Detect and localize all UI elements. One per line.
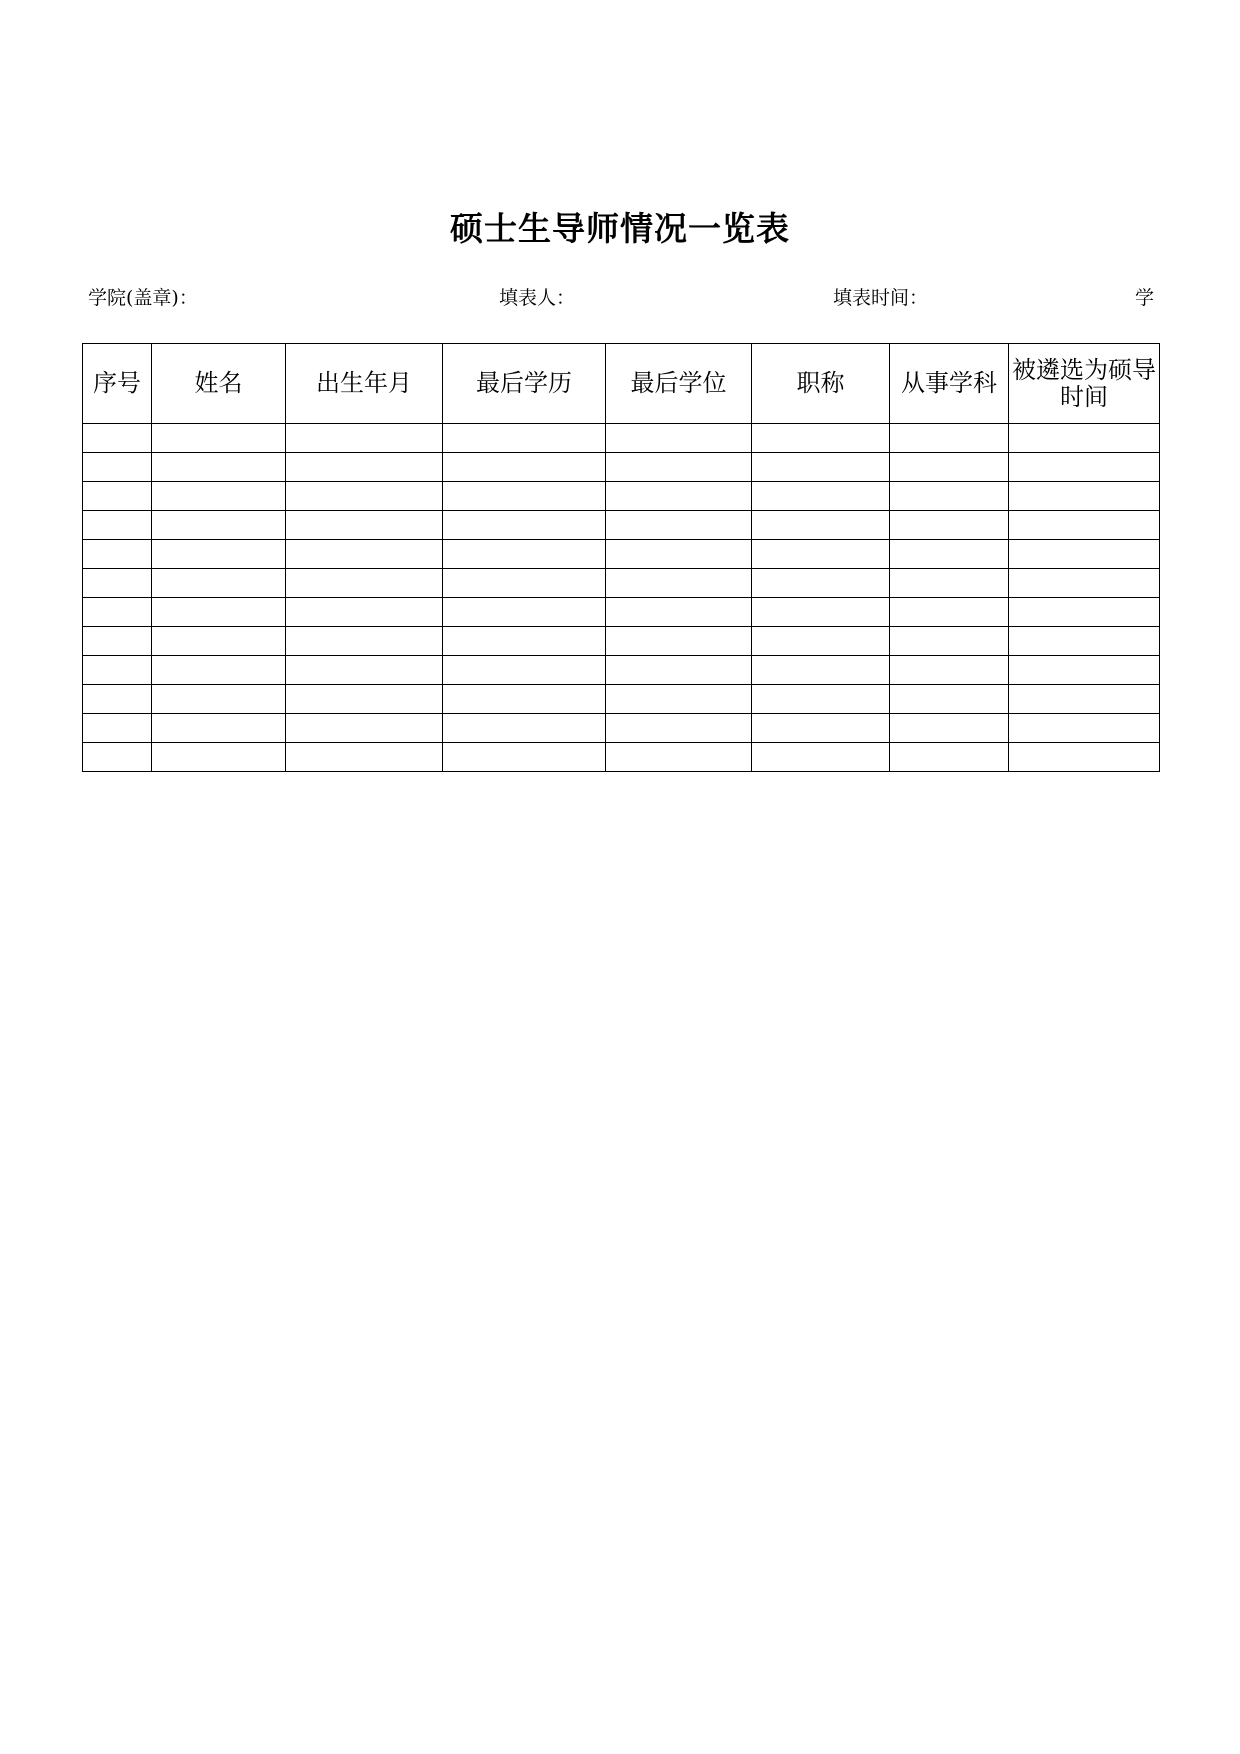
table-cell[interactable] xyxy=(152,656,286,685)
table-row xyxy=(83,598,1160,627)
table-cell[interactable] xyxy=(752,540,890,569)
header-discipline: 从事学科 xyxy=(890,344,1009,424)
table-cell[interactable] xyxy=(890,511,1009,540)
table-cell[interactable] xyxy=(890,714,1009,743)
page-title: 硕士生导师情况一览表 xyxy=(450,209,790,248)
table-row xyxy=(83,482,1160,511)
table-cell[interactable] xyxy=(1009,656,1160,685)
table-body xyxy=(83,424,1160,772)
table-cell[interactable] xyxy=(152,540,286,569)
table-cell[interactable] xyxy=(83,540,152,569)
table-cell[interactable] xyxy=(890,424,1009,453)
table-cell[interactable] xyxy=(83,598,152,627)
table-cell[interactable] xyxy=(890,598,1009,627)
table-cell[interactable] xyxy=(1009,598,1160,627)
table-cell[interactable] xyxy=(286,511,443,540)
table-cell[interactable] xyxy=(152,569,286,598)
table-cell[interactable] xyxy=(890,743,1009,772)
table-cell[interactable] xyxy=(286,453,443,482)
header-education: 最后学历 xyxy=(443,344,606,424)
table-cell[interactable] xyxy=(286,656,443,685)
table-cell[interactable] xyxy=(83,569,152,598)
table-cell[interactable] xyxy=(606,656,752,685)
clipped-label: 学 xyxy=(1135,287,1155,309)
table-cell[interactable] xyxy=(83,714,152,743)
table-row xyxy=(83,627,1160,656)
header-degree: 最后学位 xyxy=(606,344,752,424)
table-cell[interactable] xyxy=(1009,540,1160,569)
table-cell[interactable] xyxy=(443,656,606,685)
table-row xyxy=(83,685,1160,714)
header-title: 职称 xyxy=(752,344,890,424)
header-serial-number: 序号 xyxy=(83,344,152,424)
table-cell[interactable] xyxy=(443,598,606,627)
table-cell[interactable] xyxy=(286,714,443,743)
table-cell[interactable] xyxy=(83,743,152,772)
table-cell[interactable] xyxy=(606,540,752,569)
table-row xyxy=(83,569,1160,598)
table-cell[interactable] xyxy=(890,685,1009,714)
table-cell[interactable] xyxy=(443,540,606,569)
table-cell[interactable] xyxy=(286,424,443,453)
table-cell[interactable] xyxy=(890,453,1009,482)
table-cell[interactable] xyxy=(1009,453,1160,482)
table-cell[interactable] xyxy=(606,627,752,656)
table-cell[interactable] xyxy=(83,685,152,714)
table-cell[interactable] xyxy=(83,453,152,482)
table-cell[interactable] xyxy=(606,569,752,598)
table-cell[interactable] xyxy=(443,685,606,714)
table-cell[interactable] xyxy=(152,598,286,627)
table-cell[interactable] xyxy=(752,627,890,656)
table-cell[interactable] xyxy=(152,511,286,540)
table-cell[interactable] xyxy=(152,627,286,656)
header-selection-date: 被遴选为硕导时间 xyxy=(1009,344,1160,424)
header-name: 姓名 xyxy=(152,344,286,424)
table-cell[interactable] xyxy=(752,656,890,685)
table-cell[interactable] xyxy=(286,685,443,714)
table-cell[interactable] xyxy=(606,714,752,743)
table-row xyxy=(83,424,1160,453)
table-cell[interactable] xyxy=(752,424,890,453)
table-row xyxy=(83,743,1160,772)
table-cell[interactable] xyxy=(286,482,443,511)
table-cell[interactable] xyxy=(152,424,286,453)
table-cell[interactable] xyxy=(443,511,606,540)
table-cell[interactable] xyxy=(606,453,752,482)
table-cell[interactable] xyxy=(752,598,890,627)
table-cell[interactable] xyxy=(152,482,286,511)
table-cell[interactable] xyxy=(606,598,752,627)
form-filler-label: 填表人： xyxy=(499,287,576,309)
table-cell[interactable] xyxy=(443,569,606,598)
table-cell[interactable] xyxy=(152,453,286,482)
table-cell[interactable] xyxy=(152,685,286,714)
table-cell[interactable] xyxy=(83,482,152,511)
table-cell[interactable] xyxy=(890,627,1009,656)
supervisor-table xyxy=(82,343,1160,772)
table-cell[interactable] xyxy=(1009,714,1160,743)
table-cell[interactable] xyxy=(1009,627,1160,656)
table-row xyxy=(83,453,1160,482)
table-cell[interactable] xyxy=(152,743,286,772)
table-cell[interactable] xyxy=(286,627,443,656)
table-row xyxy=(83,540,1160,569)
table-cell[interactable] xyxy=(83,627,152,656)
table-cell[interactable] xyxy=(606,482,752,511)
table-cell[interactable] xyxy=(606,511,752,540)
fill-date-label: 填表时间： xyxy=(833,287,929,309)
table-cell[interactable] xyxy=(443,627,606,656)
table-cell[interactable] xyxy=(83,656,152,685)
table-row xyxy=(83,656,1160,685)
table-cell[interactable] xyxy=(443,482,606,511)
table-cell[interactable] xyxy=(752,569,890,598)
table-cell[interactable] xyxy=(152,714,286,743)
table-row xyxy=(83,714,1160,743)
table-cell[interactable] xyxy=(286,540,443,569)
college-stamp-label: 学院(盖章)： xyxy=(88,287,198,309)
table-cell[interactable] xyxy=(752,511,890,540)
table-cell[interactable] xyxy=(1009,743,1160,772)
table-cell[interactable] xyxy=(752,482,890,511)
table-cell[interactable] xyxy=(606,424,752,453)
table-cell[interactable] xyxy=(286,569,443,598)
table-cell[interactable] xyxy=(443,714,606,743)
table-cell[interactable] xyxy=(890,569,1009,598)
table-cell[interactable] xyxy=(83,511,152,540)
table-cell[interactable] xyxy=(890,540,1009,569)
table-cell[interactable] xyxy=(1009,424,1160,453)
table-cell[interactable] xyxy=(1009,482,1160,511)
table-cell[interactable] xyxy=(752,685,890,714)
table-cell[interactable] xyxy=(1009,569,1160,598)
table-cell[interactable] xyxy=(286,598,443,627)
table-row xyxy=(83,511,1160,540)
table-cell[interactable] xyxy=(752,743,890,772)
table-cell[interactable] xyxy=(1009,511,1160,540)
table-cell[interactable] xyxy=(1009,685,1160,714)
header-birth-date: 出生年月 xyxy=(286,344,443,424)
table-cell[interactable] xyxy=(443,424,606,453)
table-cell[interactable] xyxy=(443,453,606,482)
table-cell[interactable] xyxy=(443,743,606,772)
table-cell[interactable] xyxy=(606,685,752,714)
table-cell[interactable] xyxy=(752,453,890,482)
form-meta-row xyxy=(0,284,1240,312)
table-cell[interactable] xyxy=(286,743,443,772)
table-header-row xyxy=(83,344,1160,424)
table-cell[interactable] xyxy=(606,743,752,772)
table-cell[interactable] xyxy=(752,714,890,743)
table-cell[interactable] xyxy=(890,656,1009,685)
table-cell[interactable] xyxy=(83,424,152,453)
table-cell[interactable] xyxy=(890,482,1009,511)
